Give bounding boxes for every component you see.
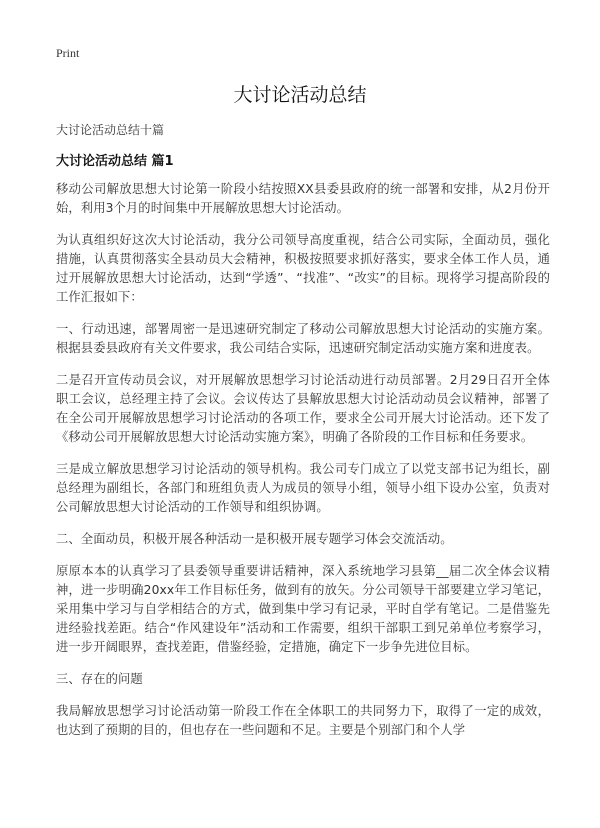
paragraph-study: 原原本本的认真学习了县委领导重要讲话精神，深入系统地学习县第__届二次全体会议精神，进一步明确20xx年工作目标任务，做到有的放矢。分公司领导干部要建立学习笔记，采用集中学习与自学相结合的方式，做到集中学习有记录，平时自学有笔记。二是借鉴先进经验找差距。结合“作风建设年”活动和工作需要，组织干部职工到兄弟单位考察学习，进一步开阔眼界，查找差距，借鉴经验，定措施，确定下一步争先进位目标。 (56, 564, 550, 654)
paragraph-activities-heading: 二、全面动员，积极开展各种活动一是积极开展专题学习体会交流活动。 (56, 532, 453, 546)
paragraph-organization: 为认真组织好这次大讨论活动，我分公司领导高度重视，结合公司实际，全面动员，强化措施，认真贯彻落实全县动员大会精神，积极按照要求抓好落实，要求全体工作人员，通过开展解放思想大讨论活动，达到“学透”、“找准”、“改实”的目标。现将学习提高阶段的工作汇报如下： (56, 233, 550, 304)
document-subtitle: 大讨论活动总结十篇 (56, 123, 165, 137)
paragraph-intro: 移动公司解放思想大讨论第一阶段小结按照XX县委县政府的统一部署和安排，从2月份开始，利用3个月的时间集中开展解放思想大讨论活动。 (56, 182, 550, 215)
paragraph-problems: 我局解放思想学习讨论活动第一阶段工作在全体职工的共同努力下，取得了一定的成效，也达到了预期的目的，但也存在一些问题和不足。主要是个别部门和个人学 (56, 704, 550, 737)
section-heading: 大讨论活动总结 篇1 (56, 154, 174, 169)
paragraph-problems-heading: 三、存在的问题 (56, 672, 143, 686)
document-body (56, 180, 550, 753)
page-title: 大讨论活动总结 (233, 84, 367, 106)
print-link[interactable]: Print (56, 46, 80, 60)
paragraph-leadership: 三是成立解放思想学习讨论活动的领导机构。我公司专门成立了以党支部书记为组长，副总经理为副组长，各部门和班组负责人为成员的领导小组，领导小组下设办公室，负责对公司解放思想大讨论活动的工作领导和组织协调。 (56, 462, 550, 514)
paragraph-action: 一、行动迅速，部署周密一是迅速研究制定了移动公司解放思想大讨论活动的实施方案。根据县委县政府有关文件要求，我公司结合实际，迅速研究制定活动实施方案和进度表。 (56, 322, 550, 355)
paragraph-mobilization-meeting: 二是召开宣传动员会议，对开展解放思想学习讨论活动进行动员部署。2月29日召开全体职工会议，总经理主持了会议。会议传达了县解放思想大讨论活动动员会议精神，部署了在全公司开展解放思想学习讨论活动的各项工作，要求全公司开展大讨论活动。还下发了《移动公司开展解放思想大讨论活动实施方案》，明确了各阶段的工作目标和任务要求。 (56, 373, 550, 444)
